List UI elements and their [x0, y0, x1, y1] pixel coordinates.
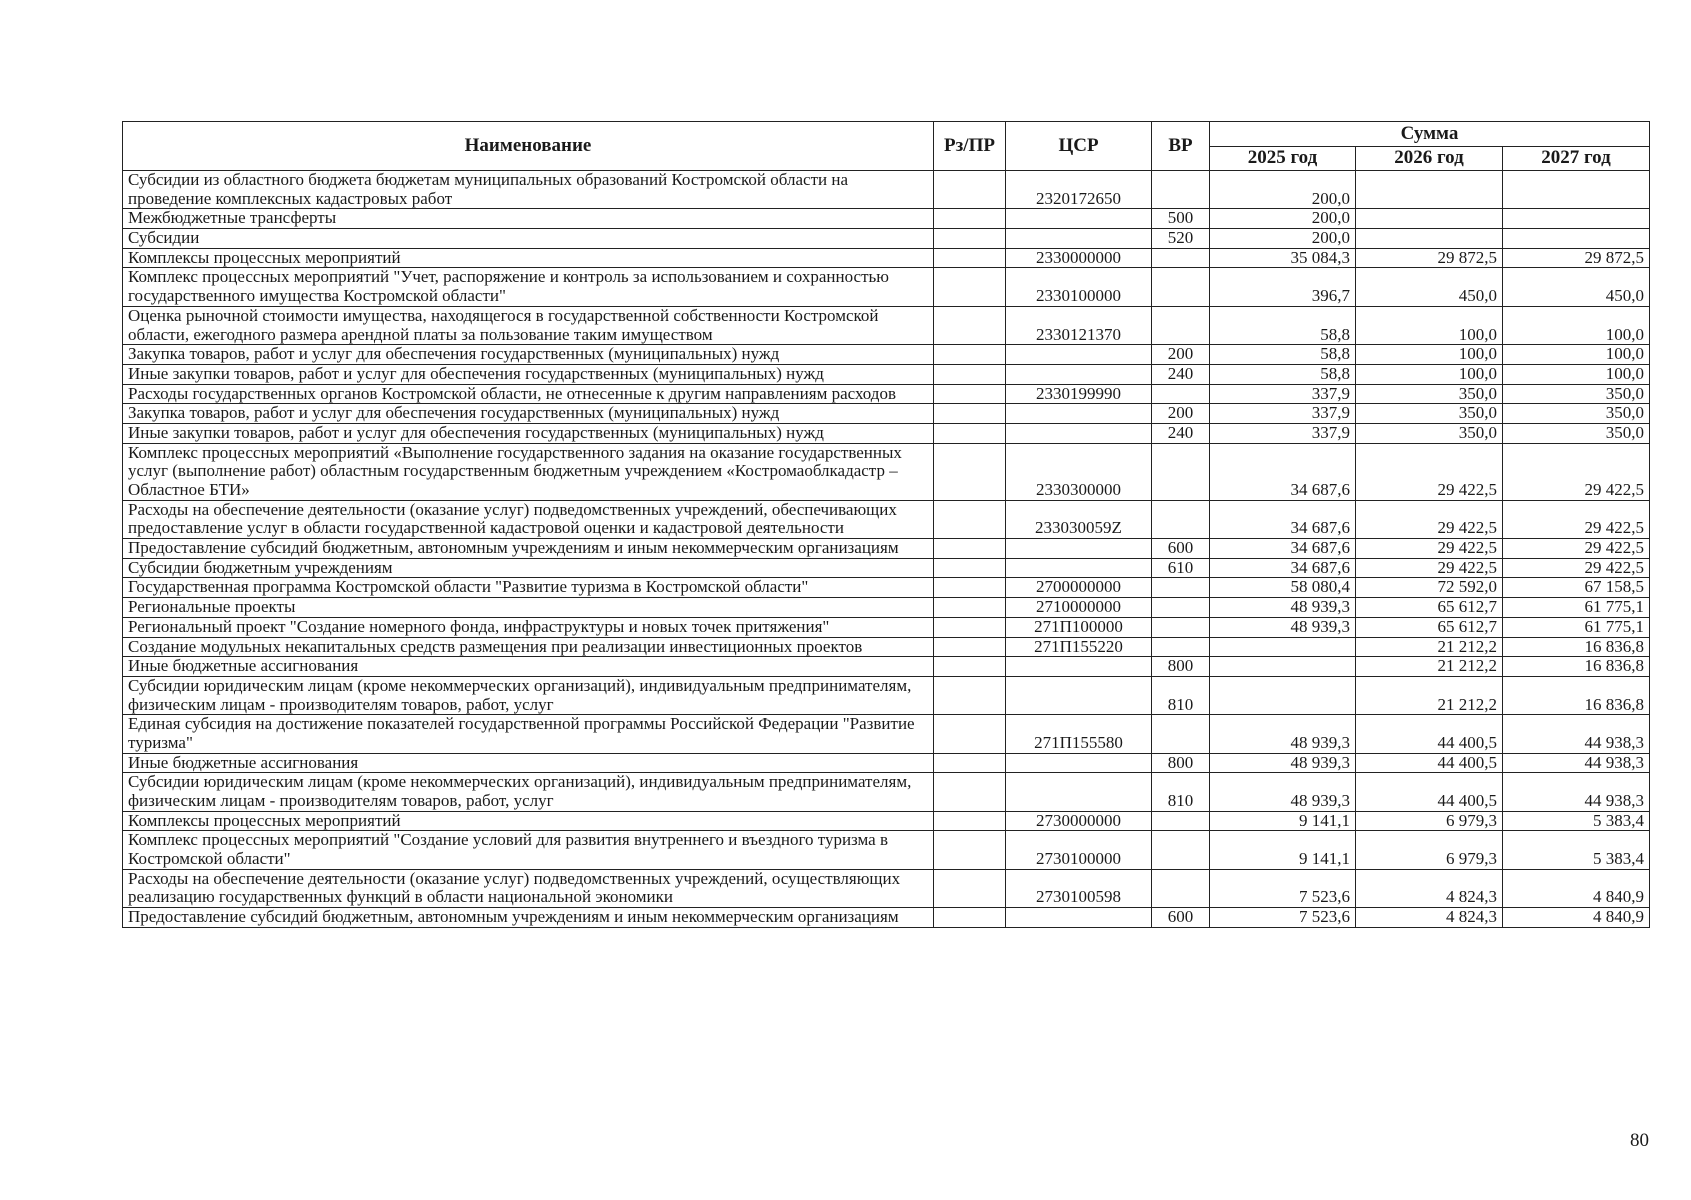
table-body [123, 171, 1650, 928]
table-row [123, 384, 1650, 404]
cell-2027: 67 158,5 [1503, 578, 1650, 598]
cell-csr: 2330000000 [1006, 248, 1152, 268]
cell-rz-pr [934, 364, 1006, 384]
cell-rz-pr [934, 423, 1006, 443]
cell-vr: 200 [1152, 345, 1210, 365]
cell-csr: 2330199990 [1006, 384, 1152, 404]
cell-name: Иные бюджетные ассигнования [123, 753, 934, 773]
table-row [123, 657, 1650, 677]
cell-rz-pr [934, 171, 1006, 209]
table-row [123, 500, 1650, 538]
cell-name: Субсидии из областного бюджета бюджетам муниципальных образований Костромской области на проведение комплексных кадастровых работ [123, 171, 934, 209]
cell-2026: 350,0 [1356, 384, 1503, 404]
cell-name: Иные закупки товаров, работ и услуг для обеспечения государственных (муниципальных) нужд [123, 423, 934, 443]
cell-csr: 271П155220 [1006, 637, 1152, 657]
cell-name: Комплексы процессных мероприятий [123, 811, 934, 831]
cell-2025: 7 523,6 [1210, 908, 1356, 928]
table-row [123, 171, 1650, 209]
cell-vr: 800 [1152, 657, 1210, 677]
table-row [123, 715, 1650, 753]
cell-2026: 65 612,7 [1356, 617, 1503, 637]
cell-name: Региональный проект "Создание номерного фонда, инфраструктуры и новых точек притяжения" [123, 617, 934, 637]
cell-name: Расходы на обеспечение деятельности (оказание услуг) подведомственных учреждений, обеспечивающих предоставление услуг в области государственной кадастровой оценки и кадастровой деятельности [123, 500, 934, 538]
cell-csr: 2330121370 [1006, 306, 1152, 344]
cell-name: Субсидии [123, 229, 934, 249]
cell-2025: 48 939,3 [1210, 598, 1356, 618]
cell-2026: 29 422,5 [1356, 539, 1503, 559]
cell-2025 [1210, 657, 1356, 677]
cell-rz-pr [934, 869, 1006, 907]
cell-rz-pr [934, 811, 1006, 831]
cell-csr [1006, 908, 1152, 928]
cell-name: Расходы на обеспечение деятельности (оказание услуг) подведомственных учреждений, осуществляющих реализацию государственных функций в области национальной экономики [123, 869, 934, 907]
cell-vr [1152, 578, 1210, 598]
cell-2025: 58,8 [1210, 345, 1356, 365]
cell-name: Субсидии бюджетным учреждениям [123, 558, 934, 578]
cell-name: Комплексы процессных мероприятий [123, 248, 934, 268]
cell-2025: 9 141,1 [1210, 811, 1356, 831]
header-year-2025: 2025 год [1210, 147, 1356, 171]
cell-2027 [1503, 209, 1650, 229]
cell-2027: 44 938,3 [1503, 753, 1650, 773]
cell-rz-pr [934, 753, 1006, 773]
header-year-2027: 2027 год [1503, 147, 1650, 171]
cell-2027: 44 938,3 [1503, 715, 1650, 753]
cell-rz-pr [934, 558, 1006, 578]
cell-2026: 100,0 [1356, 345, 1503, 365]
cell-2026: 450,0 [1356, 268, 1503, 306]
cell-2026: 21 212,2 [1356, 657, 1503, 677]
cell-vr [1152, 811, 1210, 831]
cell-rz-pr [934, 539, 1006, 559]
cell-2025: 48 939,3 [1210, 773, 1356, 811]
cell-2025: 200,0 [1210, 209, 1356, 229]
cell-2026: 29 422,5 [1356, 558, 1503, 578]
cell-rz-pr [934, 676, 1006, 714]
cell-2026: 350,0 [1356, 404, 1503, 424]
cell-csr: 271П100000 [1006, 617, 1152, 637]
cell-csr [1006, 229, 1152, 249]
cell-csr: 233030059Z [1006, 500, 1152, 538]
header-sum: Сумма [1210, 122, 1650, 147]
cell-2026: 29 422,5 [1356, 443, 1503, 500]
cell-csr [1006, 364, 1152, 384]
cell-2027: 29 872,5 [1503, 248, 1650, 268]
cell-2027: 61 775,1 [1503, 617, 1650, 637]
cell-vr: 240 [1152, 364, 1210, 384]
cell-2025: 9 141,1 [1210, 831, 1356, 869]
header-rz-pr: Рз/ПР [934, 122, 1006, 171]
table-row [123, 811, 1650, 831]
table-row [123, 869, 1650, 907]
cell-name: Предоставление субсидий бюджетным, автономным учреждениям и иным некоммерческим организациям [123, 539, 934, 559]
cell-2027: 350,0 [1503, 404, 1650, 424]
cell-csr: 2730100598 [1006, 869, 1152, 907]
cell-csr [1006, 423, 1152, 443]
cell-rz-pr [934, 773, 1006, 811]
cell-2025: 200,0 [1210, 229, 1356, 249]
cell-rz-pr [934, 443, 1006, 500]
page-number: 80 [1630, 1130, 1649, 1151]
table-row [123, 558, 1650, 578]
cell-vr [1152, 171, 1210, 209]
cell-vr [1152, 869, 1210, 907]
cell-2027: 350,0 [1503, 423, 1650, 443]
cell-2025: 35 084,3 [1210, 248, 1356, 268]
budget-table [122, 121, 1650, 928]
cell-vr: 800 [1152, 753, 1210, 773]
cell-vr [1152, 500, 1210, 538]
table-row [123, 268, 1650, 306]
cell-vr: 520 [1152, 229, 1210, 249]
table-row [123, 676, 1650, 714]
cell-rz-pr [934, 384, 1006, 404]
cell-2027: 350,0 [1503, 384, 1650, 404]
cell-2026: 21 212,2 [1356, 676, 1503, 714]
cell-rz-pr [934, 229, 1006, 249]
cell-2025: 337,9 [1210, 384, 1356, 404]
cell-name: Комплекс процессных мероприятий «Выполнение государственного задания на оказание государственных услуг (выполнение работ) областным государственным бюджетным учреждением «Костромаоблкадастр – Областное БТИ» [123, 443, 934, 500]
cell-rz-pr [934, 657, 1006, 677]
header-vr: ВР [1152, 122, 1210, 171]
header-name: Наименование [123, 122, 934, 171]
cell-2027: 16 836,8 [1503, 637, 1650, 657]
cell-vr [1152, 598, 1210, 618]
cell-name: Субсидии юридическим лицам (кроме некоммерческих организаций), индивидуальным предпринимателям, физическим лицам - производителям товаров, работ, услуг [123, 676, 934, 714]
table-row [123, 908, 1650, 928]
cell-vr: 500 [1152, 209, 1210, 229]
cell-vr: 600 [1152, 539, 1210, 559]
cell-2027: 29 422,5 [1503, 558, 1650, 578]
cell-2027: 5 383,4 [1503, 831, 1650, 869]
cell-2026: 44 400,5 [1356, 715, 1503, 753]
table-row [123, 229, 1650, 249]
cell-2027: 4 840,9 [1503, 908, 1650, 928]
cell-csr: 2330100000 [1006, 268, 1152, 306]
table-row [123, 753, 1650, 773]
cell-csr [1006, 773, 1152, 811]
cell-2026: 29 872,5 [1356, 248, 1503, 268]
cell-name: Субсидии юридическим лицам (кроме некоммерческих организаций), индивидуальным предпринимателям, физическим лицам - производителям товаров, работ, услуг [123, 773, 934, 811]
cell-2026 [1356, 229, 1503, 249]
cell-csr: 2700000000 [1006, 578, 1152, 598]
cell-name: Комплекс процессных мероприятий "Учет, распоряжение и контроль за использованием и сохранностью государственного имущества Костромской области" [123, 268, 934, 306]
cell-rz-pr [934, 345, 1006, 365]
cell-rz-pr [934, 209, 1006, 229]
cell-rz-pr [934, 617, 1006, 637]
table-row [123, 637, 1650, 657]
cell-rz-pr [934, 715, 1006, 753]
cell-2025: 34 687,6 [1210, 558, 1356, 578]
cell-vr [1152, 831, 1210, 869]
cell-csr [1006, 404, 1152, 424]
table-row [123, 617, 1650, 637]
table-row [123, 539, 1650, 559]
cell-name: Закупка товаров, работ и услуг для обеспечения государственных (муниципальных) нужд [123, 345, 934, 365]
cell-2027: 100,0 [1503, 306, 1650, 344]
cell-rz-pr [934, 248, 1006, 268]
cell-csr [1006, 539, 1152, 559]
cell-2025: 396,7 [1210, 268, 1356, 306]
cell-vr [1152, 248, 1210, 268]
cell-2025: 34 687,6 [1210, 443, 1356, 500]
cell-name: Иные закупки товаров, работ и услуг для обеспечения государственных (муниципальных) нужд [123, 364, 934, 384]
table-row [123, 831, 1650, 869]
cell-csr: 2730100000 [1006, 831, 1152, 869]
cell-rz-pr [934, 500, 1006, 538]
cell-rz-pr [934, 578, 1006, 598]
cell-2025 [1210, 637, 1356, 657]
cell-2025: 34 687,6 [1210, 500, 1356, 538]
cell-vr: 810 [1152, 676, 1210, 714]
cell-vr: 200 [1152, 404, 1210, 424]
cell-name: Расходы государственных органов Костромской области, не отнесенные к другим направлениям расходов [123, 384, 934, 404]
cell-csr [1006, 558, 1152, 578]
cell-2027: 29 422,5 [1503, 443, 1650, 500]
cell-vr [1152, 306, 1210, 344]
table-header [123, 122, 1650, 171]
table-row [123, 306, 1650, 344]
cell-2027 [1503, 171, 1650, 209]
cell-2026: 4 824,3 [1356, 908, 1503, 928]
cell-name: Комплекс процессных мероприятий "Создание условий для развития внутреннего и въездного туризма в Костромской области" [123, 831, 934, 869]
cell-2026: 6 979,3 [1356, 831, 1503, 869]
cell-vr: 240 [1152, 423, 1210, 443]
table-row [123, 364, 1650, 384]
cell-csr: 2320172650 [1006, 171, 1152, 209]
cell-vr: 810 [1152, 773, 1210, 811]
table-row [123, 773, 1650, 811]
cell-2026: 44 400,5 [1356, 753, 1503, 773]
cell-csr [1006, 676, 1152, 714]
cell-rz-pr [934, 637, 1006, 657]
cell-2026: 350,0 [1356, 423, 1503, 443]
cell-2027 [1503, 229, 1650, 249]
cell-vr [1152, 384, 1210, 404]
cell-csr [1006, 209, 1152, 229]
cell-2026: 6 979,3 [1356, 811, 1503, 831]
table-row [123, 248, 1650, 268]
cell-rz-pr [934, 306, 1006, 344]
cell-2026: 29 422,5 [1356, 500, 1503, 538]
table-row [123, 209, 1650, 229]
cell-2025: 58,8 [1210, 364, 1356, 384]
cell-2025: 58,8 [1210, 306, 1356, 344]
cell-rz-pr [934, 831, 1006, 869]
cell-2026 [1356, 209, 1503, 229]
cell-2027: 4 840,9 [1503, 869, 1650, 907]
cell-2025: 7 523,6 [1210, 869, 1356, 907]
cell-name: Государственная программа Костромской области "Развитие туризма в Костромской области" [123, 578, 934, 598]
table-row [123, 345, 1650, 365]
table-row [123, 423, 1650, 443]
table-row [123, 598, 1650, 618]
cell-2027: 100,0 [1503, 345, 1650, 365]
cell-csr: 2710000000 [1006, 598, 1152, 618]
cell-vr [1152, 637, 1210, 657]
table-row [123, 404, 1650, 424]
cell-2026: 44 400,5 [1356, 773, 1503, 811]
cell-name: Предоставление субсидий бюджетным, автономным учреждениям и иным некоммерческим организациям [123, 908, 934, 928]
cell-2027: 16 836,8 [1503, 657, 1650, 677]
cell-2027: 29 422,5 [1503, 539, 1650, 559]
cell-2025: 337,9 [1210, 423, 1356, 443]
cell-vr: 600 [1152, 908, 1210, 928]
cell-2025: 337,9 [1210, 404, 1356, 424]
table-row [123, 578, 1650, 598]
cell-2025: 48 939,3 [1210, 753, 1356, 773]
cell-rz-pr [934, 908, 1006, 928]
cell-csr: 2730000000 [1006, 811, 1152, 831]
cell-2026: 72 592,0 [1356, 578, 1503, 598]
table-row [123, 443, 1650, 500]
cell-name: Создание модульных некапитальных средств размещения при реализации инвестиционных проектов [123, 637, 934, 657]
cell-2025: 48 939,3 [1210, 617, 1356, 637]
cell-2025: 48 939,3 [1210, 715, 1356, 753]
cell-2025: 200,0 [1210, 171, 1356, 209]
cell-name: Оценка рыночной стоимости имущества, находящегося в государственной собственности Костромской области, ежегодного размера арендной платы за пользование таким имуществом [123, 306, 934, 344]
cell-name: Единая субсидия на достижение показателей государственной программы Российской Федерации "Развитие туризма" [123, 715, 934, 753]
cell-2026: 65 612,7 [1356, 598, 1503, 618]
cell-vr [1152, 443, 1210, 500]
cell-vr [1152, 715, 1210, 753]
cell-2027: 100,0 [1503, 364, 1650, 384]
cell-name: Иные бюджетные ассигнования [123, 657, 934, 677]
cell-vr [1152, 617, 1210, 637]
cell-name: Межбюджетные трансферты [123, 209, 934, 229]
cell-name: Региональные проекты [123, 598, 934, 618]
cell-2026: 100,0 [1356, 306, 1503, 344]
cell-rz-pr [934, 268, 1006, 306]
cell-name: Закупка товаров, работ и услуг для обеспечения государственных (муниципальных) нужд [123, 404, 934, 424]
cell-2027: 61 775,1 [1503, 598, 1650, 618]
cell-2025 [1210, 676, 1356, 714]
cell-csr [1006, 753, 1152, 773]
cell-2027: 450,0 [1503, 268, 1650, 306]
cell-2025: 58 080,4 [1210, 578, 1356, 598]
header-year-2026: 2026 год [1356, 147, 1503, 171]
cell-csr: 2330300000 [1006, 443, 1152, 500]
cell-csr [1006, 345, 1152, 365]
cell-csr [1006, 657, 1152, 677]
cell-csr: 271П155580 [1006, 715, 1152, 753]
cell-rz-pr [934, 404, 1006, 424]
cell-vr [1152, 268, 1210, 306]
header-csr: ЦСР [1006, 122, 1152, 171]
cell-2027: 44 938,3 [1503, 773, 1650, 811]
cell-2026: 4 824,3 [1356, 869, 1503, 907]
cell-2027: 16 836,8 [1503, 676, 1650, 714]
cell-vr: 610 [1152, 558, 1210, 578]
cell-2026: 100,0 [1356, 364, 1503, 384]
cell-2025: 34 687,6 [1210, 539, 1356, 559]
cell-rz-pr [934, 598, 1006, 618]
cell-2026 [1356, 171, 1503, 209]
cell-2027: 29 422,5 [1503, 500, 1650, 538]
cell-2027: 5 383,4 [1503, 811, 1650, 831]
cell-2026: 21 212,2 [1356, 637, 1503, 657]
